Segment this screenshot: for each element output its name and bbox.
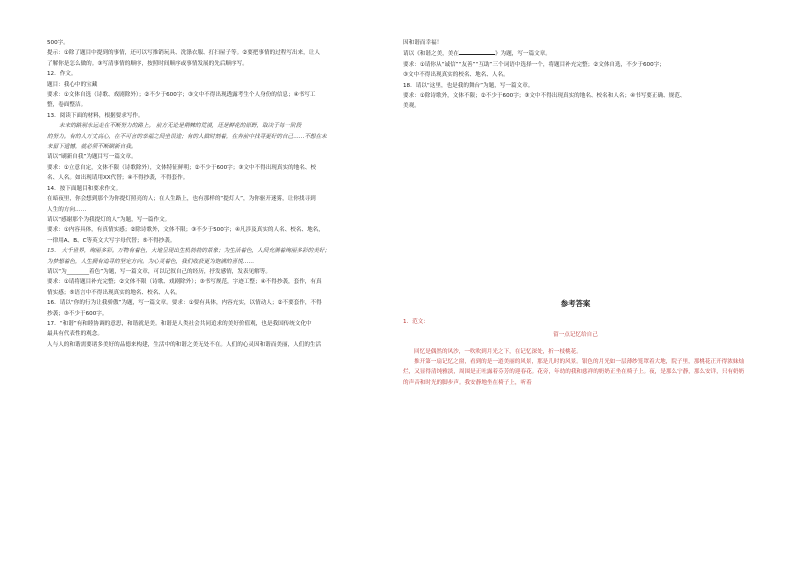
text-line: 情实感；⑤语言中不得出现真实的地名、校名、人名。 (47, 289, 181, 296)
text-line: 最具有代表性的观念。 (47, 331, 103, 338)
question-16-heading: 16．请以“你的行为让我骄傲”为题，写一篇文章。要求：①要有具体，内容充实，以情动人；②不要套作，不得 (47, 300, 322, 307)
prompt-prefix: 请以《和谐之美，美在 (403, 51, 459, 58)
text-line (403, 48, 748, 59)
answer-label: 1．范文： (403, 318, 429, 325)
text-line: ③文中不得出现真实的校名、地名、人名。 (403, 72, 509, 79)
left-column (47, 38, 390, 350)
text-line: 请以“为________着色”为题，写一篇文章，可以记叙自己的经历，抒发感情，发表见解等。 (47, 268, 271, 275)
text-line: 请以“感谢那个为我提灯的人”为题，写一篇作文。 (47, 216, 171, 223)
answer-heading: 参考答案 (560, 298, 591, 308)
question-13-heading: 13．阅读下面的材料，根据要求写作。 (47, 112, 144, 119)
quote-line: 为梦想着色，人生拥有追寻的坚定方向。为心灵着色，我们收获更为饱满的喜悦…… (47, 258, 254, 265)
text-line: 人与人的和谐需要诸多美好的品德来构建，生活中的和谐之美无处不在。人们的心灵因和谐而美丽，人们的生活 (47, 341, 322, 348)
text-line: 美观。 (403, 103, 420, 110)
text-line: 抄袭；③不少于600字。 (47, 310, 108, 317)
quote-line: 15． 大千世界，绚丽多彩。万物有着色，大地呈现出生机勃勃的景象；为生活着色，人间充满着绚丽多彩的美好； (47, 248, 330, 255)
essay-paragraph: 回忆是偶然的风沙，一吹吹到月光之下，在记忆深处，折一枝桃花。 (414, 348, 582, 355)
text-line: 请以“刷新自我”为题目写一篇文章。 (47, 154, 137, 161)
question-17-heading: 17．“和谐”有和睦协调的意思，和谐就是美。和谐是人类社会共同追求的美好价值观，也是我国传统文化中 (47, 320, 312, 327)
fill-blank (459, 48, 495, 55)
text-line: 要求：①除诗歌外，文体不限；②不少于600字；③文中不得出现真实的地名、校名和人名；④书写要正确、规范、 (403, 93, 686, 100)
text-line: 整，卷面整洁。 (47, 102, 87, 109)
question-14-heading: 14．按下面题目和要求作文。 (47, 185, 122, 192)
text-line: 要求：①文体自选（诗歌、戏剧除外）；②不少于600字；③文中不得出现透露考生个人身份的信息；④书写工 (47, 92, 316, 99)
text-line: 名、人名。如出现请用XX代替；④不得抄袭，不得套作。 (47, 175, 189, 182)
question-18-heading: 18．请以“这里，也是我的舞台”为题，写一篇文章。 (403, 82, 534, 89)
text-line: 要求：①内容具体，有真情实感；②除诗歌外，文体不限；③不少于500字；④凡涉及真实的人名、校名、地名， (47, 227, 324, 234)
essay-paragraph: 推开第一扇记忆之窗，看到的是一道美丽的风景，那是儿时的风景。银色的月光如一层薄纱笼罩着大地，院子里，那桃花正开得浓妹灿烂，又显得清纯雅淡，周围是正吐露着芬芳的迎春花。花旁，年幼的我和慈祥的奶奶正坐在椅子上。夜，是那么宁静，那么安详，只有奶奶的声音和时光的脚步声。我安静地坐在椅子上，听着 (403, 359, 745, 386)
text-line: 500字。 (47, 40, 69, 46)
quote-line: 来留下遗憾，就必须不断刷新自我。 (47, 144, 137, 151)
text-line: 提示：①除了题目中提到的事情，还可以写推销玩具、洗涤衣服、打扫屋子等。②要把事情的过程写出来，让人 (47, 50, 320, 57)
blank-space (403, 112, 748, 298)
text-line: 了解你是怎么做的。③写清事情的顺序，按照时间顺序或事情发展的先后顺序写。 (47, 60, 248, 67)
text-line: 人生的方向…… (47, 206, 87, 213)
text-line: 要求：①请将题目补充完整；②文体不限（诗歌、戏剧除外）；③书写规范，字迹工整；④不得抄袭，套作，有真 (47, 279, 322, 286)
text-line: 一律用A、B、C等英文大写字母代替；⑤不得抄袭。 (47, 237, 176, 244)
prompt-suffix: 》为题，写一篇文章。 (494, 51, 551, 58)
text-line: 在暗夜里，你会想到那个为你提灯照亮的人；在人生路上，也有那样的“提灯人”，为你驱开迷雾，让你找寻到 (47, 196, 316, 203)
quote-line: 未来的路别永远走在不断努力的路上。 前方无论是荆棘的荒漠，还是鲜花的原野，取决于每一阶段 (59, 123, 302, 130)
text-line: 因和谐而幸福！ (403, 40, 443, 46)
quote-line: 的努力。有的人万丈高心，在不可言的幸福之间坐误途；有的人做时刻着，在奔前中找寻更好的自己……不想在未 (47, 133, 327, 140)
text-line: 要求：①立意自定，文体不限（诗歌除外），文体特征鲜明；②不少于600字；③文中不得出现真实的地名、校 (47, 164, 317, 171)
text-line: 要求：①请你从“诚信”“友善”“互助”三个词语中选择一个，将题目补充完整；②文体自选，不少于600字； (403, 61, 665, 68)
essay-title: 留一点记忆给自己 (553, 332, 598, 339)
question-12-heading: 12．作文。 (47, 71, 77, 78)
right-column (403, 38, 748, 388)
text-line: 题目：我心中的宝藏 (47, 81, 98, 88)
